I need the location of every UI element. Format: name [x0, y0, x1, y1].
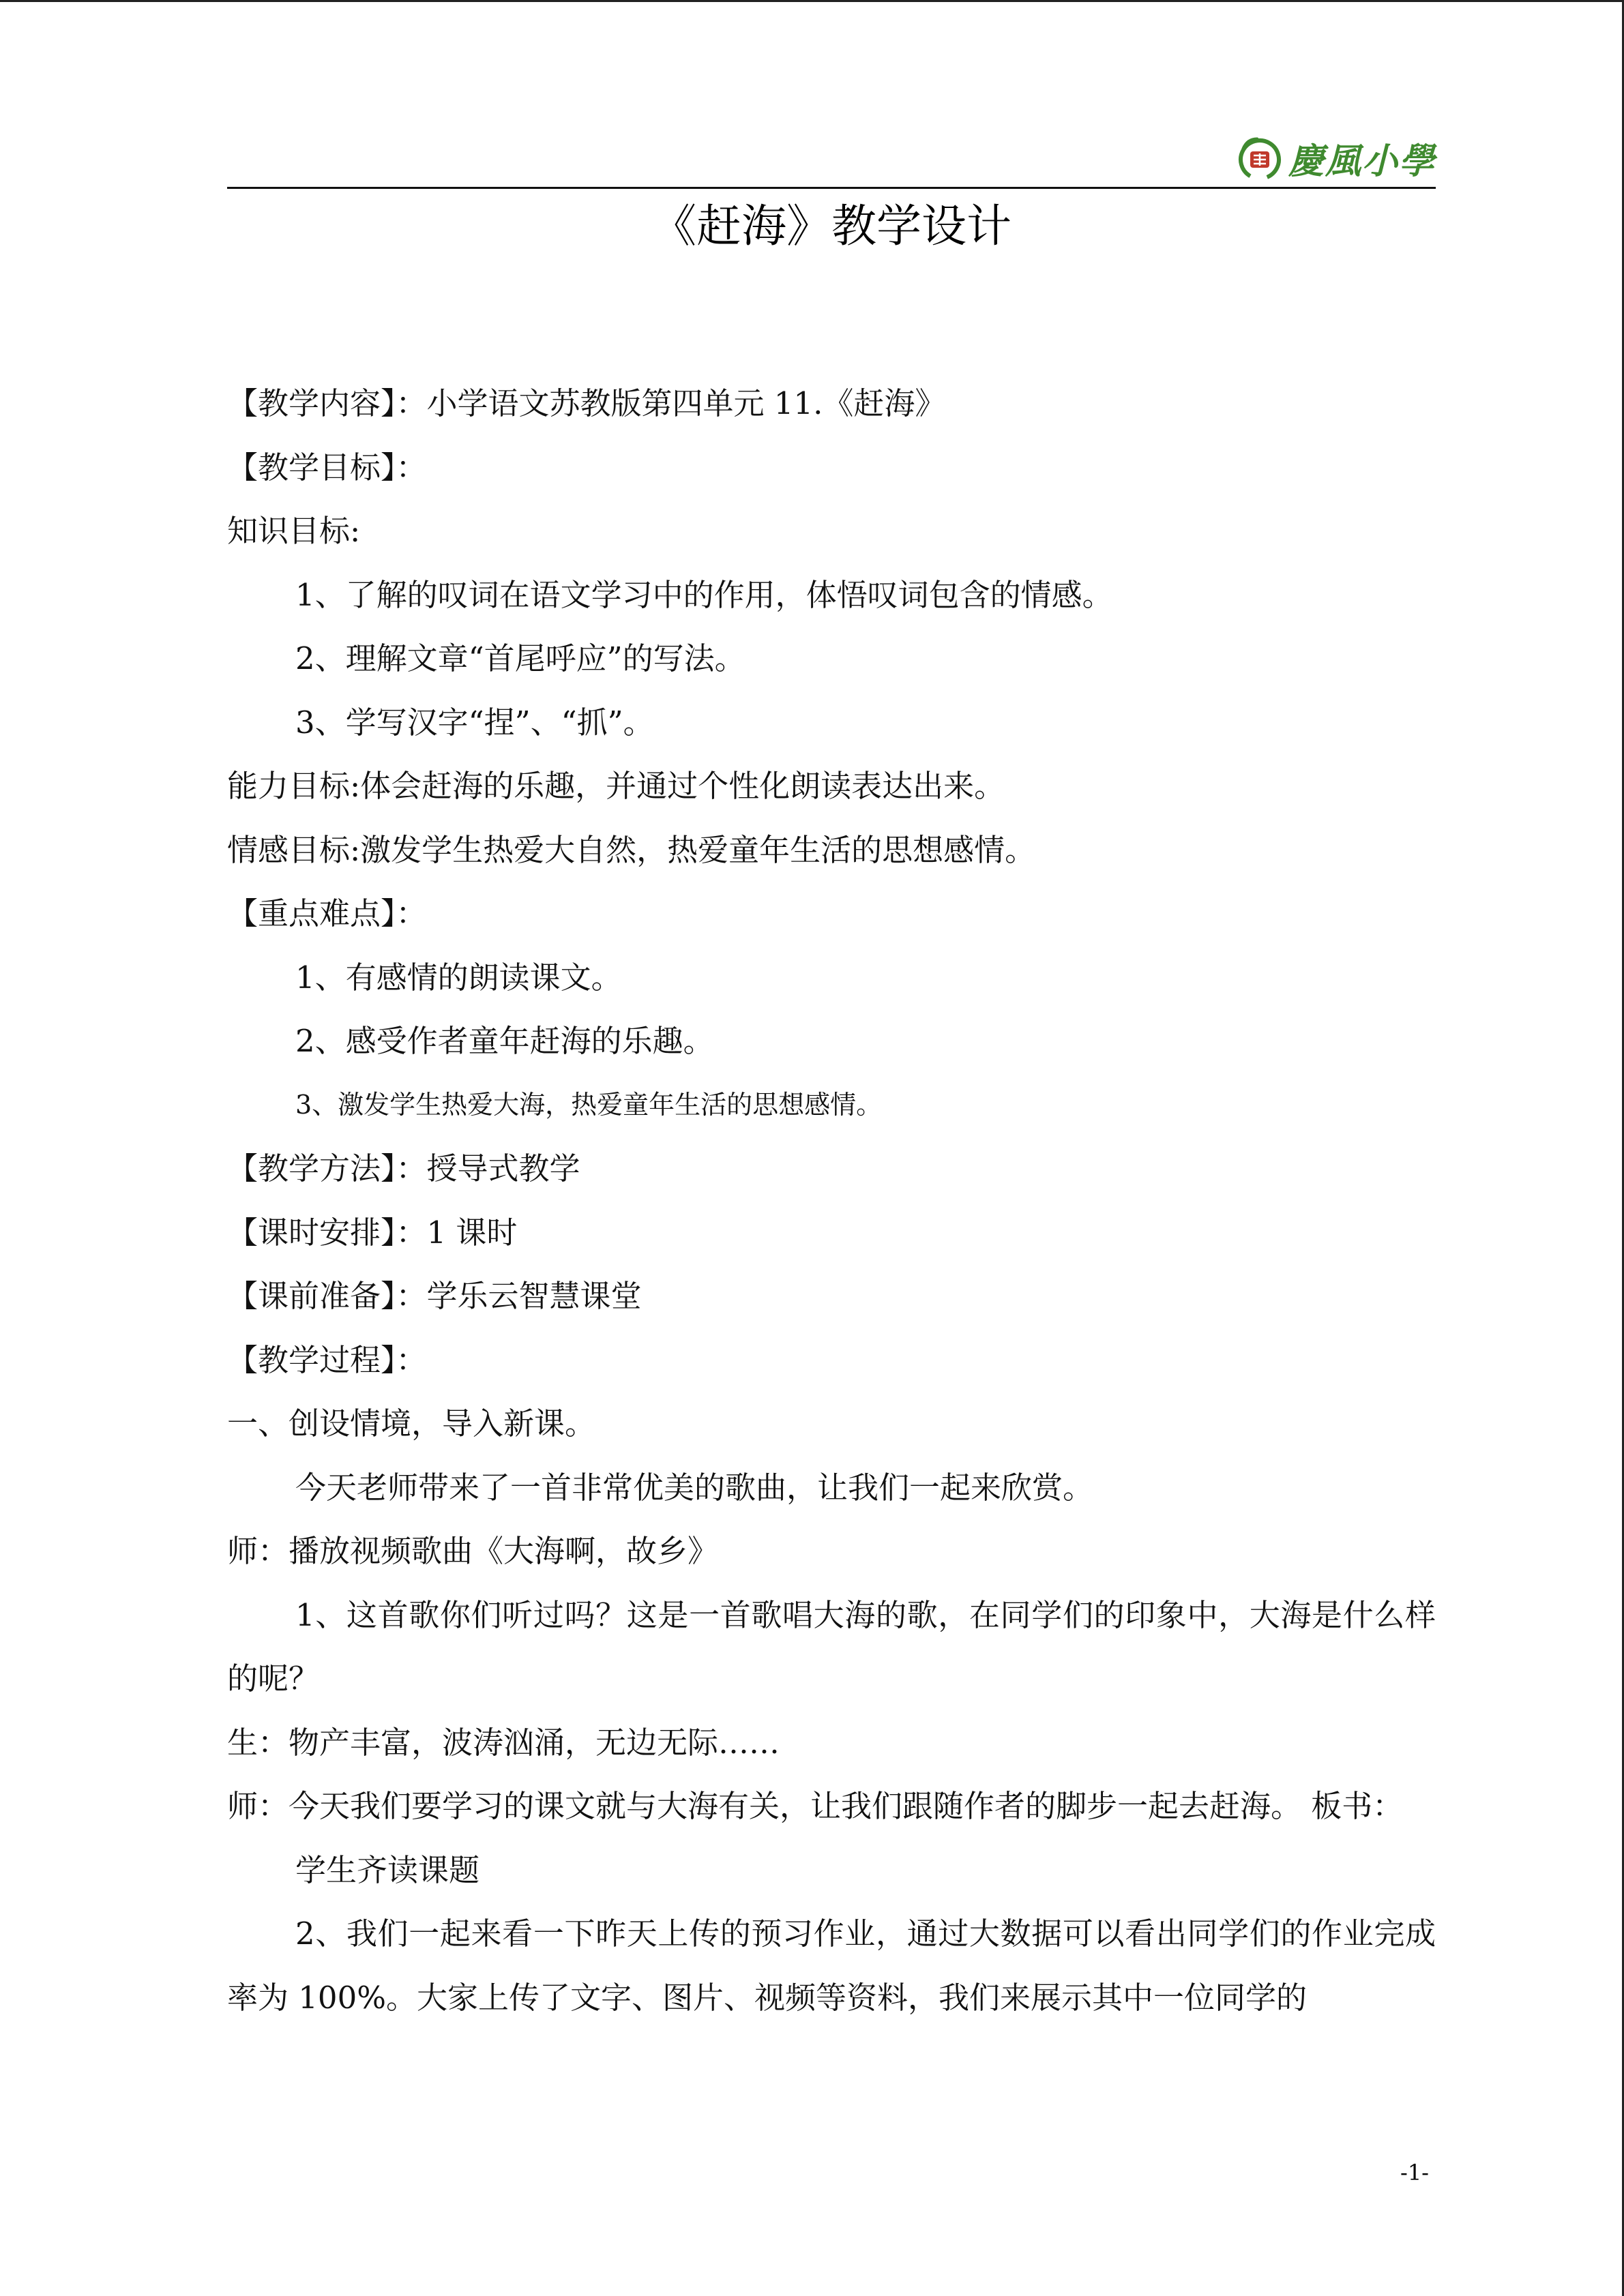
teacher-paragraph: 师：今天我们要学习的课文就与大海有关，让我们跟随作者的脚步一起去赶海。 板书： — [227, 1788, 1404, 1824]
question-paragraph: 1、这首歌你们听过吗？这是一首歌唱大海的歌，在同学们的印象中，大海是什么样的呢？ — [227, 1596, 1436, 1697]
read-title-line: 学生齐读课题 — [295, 1851, 480, 1888]
teacher-line: 师：播放视频歌曲《大海啊，故乡》 — [227, 1533, 719, 1569]
preparation-line: 【课前准备】：学乐云智慧课堂 — [227, 1278, 642, 1314]
teaching-method-line: 【教学方法】：授导式教学 — [227, 1150, 580, 1187]
process-heading: 【教学过程】： — [227, 1341, 427, 1378]
school-emblem-icon — [1237, 135, 1283, 181]
knowledge-goal-item: 3、学写汉字“捏”、“抓”。 — [295, 704, 654, 741]
knowledge-goal-heading: 知识目标: — [227, 513, 361, 549]
schedule-line: 【课时安排】：1 课时 — [227, 1214, 518, 1251]
document-body — [227, 372, 1436, 2029]
page-header — [227, 130, 1436, 187]
key-points-heading: 【重点难点】： — [227, 895, 427, 931]
school-name: 慶風小學 — [1288, 140, 1436, 182]
knowledge-goal-item: 1、了解的叹词在语文学习中的作用，体悟叹词包含的情感。 — [295, 576, 1113, 613]
teaching-content-line: 【教学内容】：小学语文苏教版第四单元 11.《赶海》 — [227, 385, 946, 421]
intro-line: 今天老师带来了一首非常优美的歌曲，让我们一起来欣赏。 — [295, 1469, 1094, 1506]
document-title: 《赶海》教学设计 — [651, 200, 1012, 252]
student-line: 生：物产丰富，波涛汹涌，无边无际…… — [227, 1724, 780, 1761]
objectives-heading: 【教学目标】： — [227, 449, 427, 486]
key-point-item: 1、有感情的朗读课文。 — [295, 959, 622, 996]
ability-goal-line: 能力目标:体会赶海的乐趣，并通过个性化朗读表达出来。 — [227, 768, 1005, 804]
emotion-goal-line: 情感目标:激发学生热爱大自然，热爱童年生活的思想感情。 — [227, 831, 1036, 868]
homework-paragraph: 2、我们一起来看一下昨天上传的预习作业，通过大数据可以看出同学们的作业完成率为 100%。大家上传了文字、图片、视频等资料，我们来展示其中一位同学的 — [227, 1915, 1436, 2016]
school-logo — [1237, 132, 1436, 183]
section-heading: 一、创设情境，导入新课。 — [227, 1405, 596, 1442]
key-point-item: 2、感受作者童年赶海的乐趣。 — [295, 1023, 714, 1059]
page-number: -1- — [1400, 2160, 1429, 2186]
header-rule — [227, 187, 1436, 189]
knowledge-goal-item: 2、理解文章“首尾呼应”的写法。 — [295, 640, 745, 676]
key-point-item: 3、激发学生热爱大海，热爱童年生活的思想感情。 — [295, 1089, 883, 1120]
